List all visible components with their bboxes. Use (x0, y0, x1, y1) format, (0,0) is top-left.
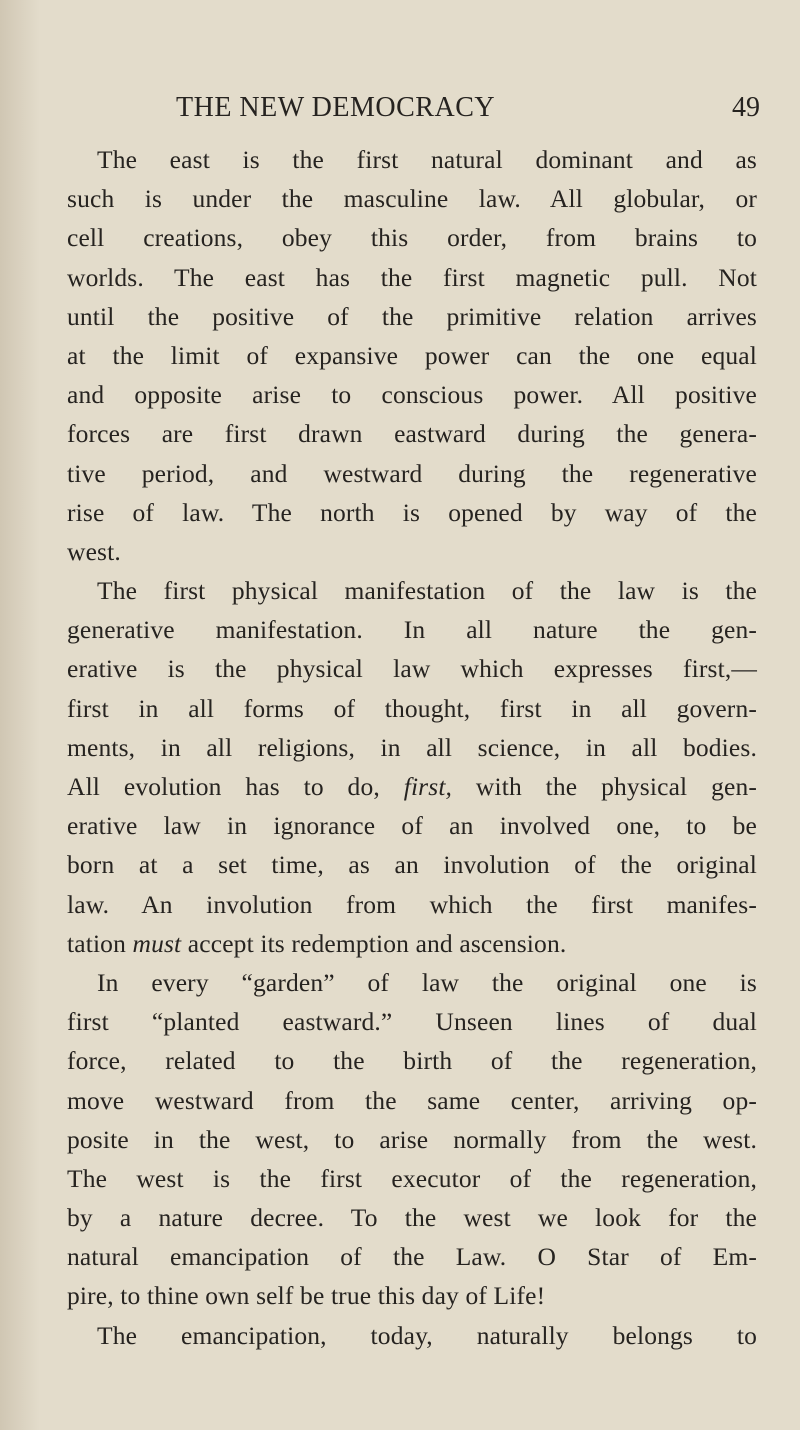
text-line: by a nature decree. To the west we look for the (67, 1203, 757, 1233)
text-line: forces are first drawn eastward during the genera- (67, 419, 757, 449)
italic-word: must (132, 928, 182, 958)
text-line: cell creations, obey this order, from brains to (67, 223, 757, 253)
text-line: move westward from the same center, arriving op- (67, 1085, 757, 1115)
text-line: posite in the west, to arise normally from the west. (67, 1124, 757, 1154)
text-line: natural emancipation of the Law. O Star of Em- (67, 1242, 757, 1272)
text-line: erative is the physical law which expresses first,— (67, 654, 757, 684)
text-line: pire, to thine own self be true this day of Life! (67, 1281, 546, 1311)
page-number: 49 (732, 92, 760, 123)
italic-word: first, (403, 772, 453, 801)
text-line: such is under the masculine law. All globular, or (67, 184, 757, 214)
text-line: ments, in all religions, in all science, in all bodies. (67, 732, 757, 762)
text-line: generative manifestation. In all nature the gen- (67, 615, 757, 645)
text-line: at the limit of expansive power can the one equal (67, 340, 757, 370)
text-line-with-italic (67, 767, 757, 806)
text-line: born at a set time, as an involution of the original (67, 850, 757, 880)
text-line: The emancipation, today, naturally belongs to (97, 1320, 757, 1350)
text-line: worlds. The east has the first magnetic pull. Not (67, 262, 757, 292)
text-line: and opposite arise to conscious power. All positive (67, 380, 757, 410)
text-run: accept its redemption and ascension. (181, 928, 567, 958)
text-run: tation (67, 928, 133, 958)
running-head (60, 92, 760, 126)
text-line: erative law in ignorance of an involved one, to be (67, 811, 757, 841)
text-line-with-italic (67, 924, 757, 963)
text-line: west. (67, 536, 121, 566)
running-title: THE NEW DEMOCRACY (176, 92, 496, 123)
text-line: force, related to the birth of the regeneration, (67, 1046, 757, 1076)
text-line: first “planted eastward.” Unseen lines of dual (67, 1007, 757, 1037)
text-line: tive period, and westward during the regenerative (67, 458, 757, 488)
text-line: The west is the first executor of the regeneration, (67, 1163, 757, 1193)
text-line: The east is the first natural dominant and as (97, 145, 757, 174)
text-line: until the positive of the primitive relation arrives (67, 301, 757, 331)
text-run: All evolution has to do, (67, 772, 404, 801)
text-line: rise of law. The north is opened by way of the (67, 497, 757, 527)
text-line: The first physical manifestation of the law is the (97, 576, 757, 606)
body-text (67, 140, 757, 1355)
text-line: law. An involution from which the first manifes- (67, 889, 757, 919)
text-line: In every “garden” of law the original one is (97, 967, 757, 997)
text-run: with the physical gen- (452, 772, 757, 801)
text-line: first in all forms of thought, first in all govern- (67, 693, 757, 723)
